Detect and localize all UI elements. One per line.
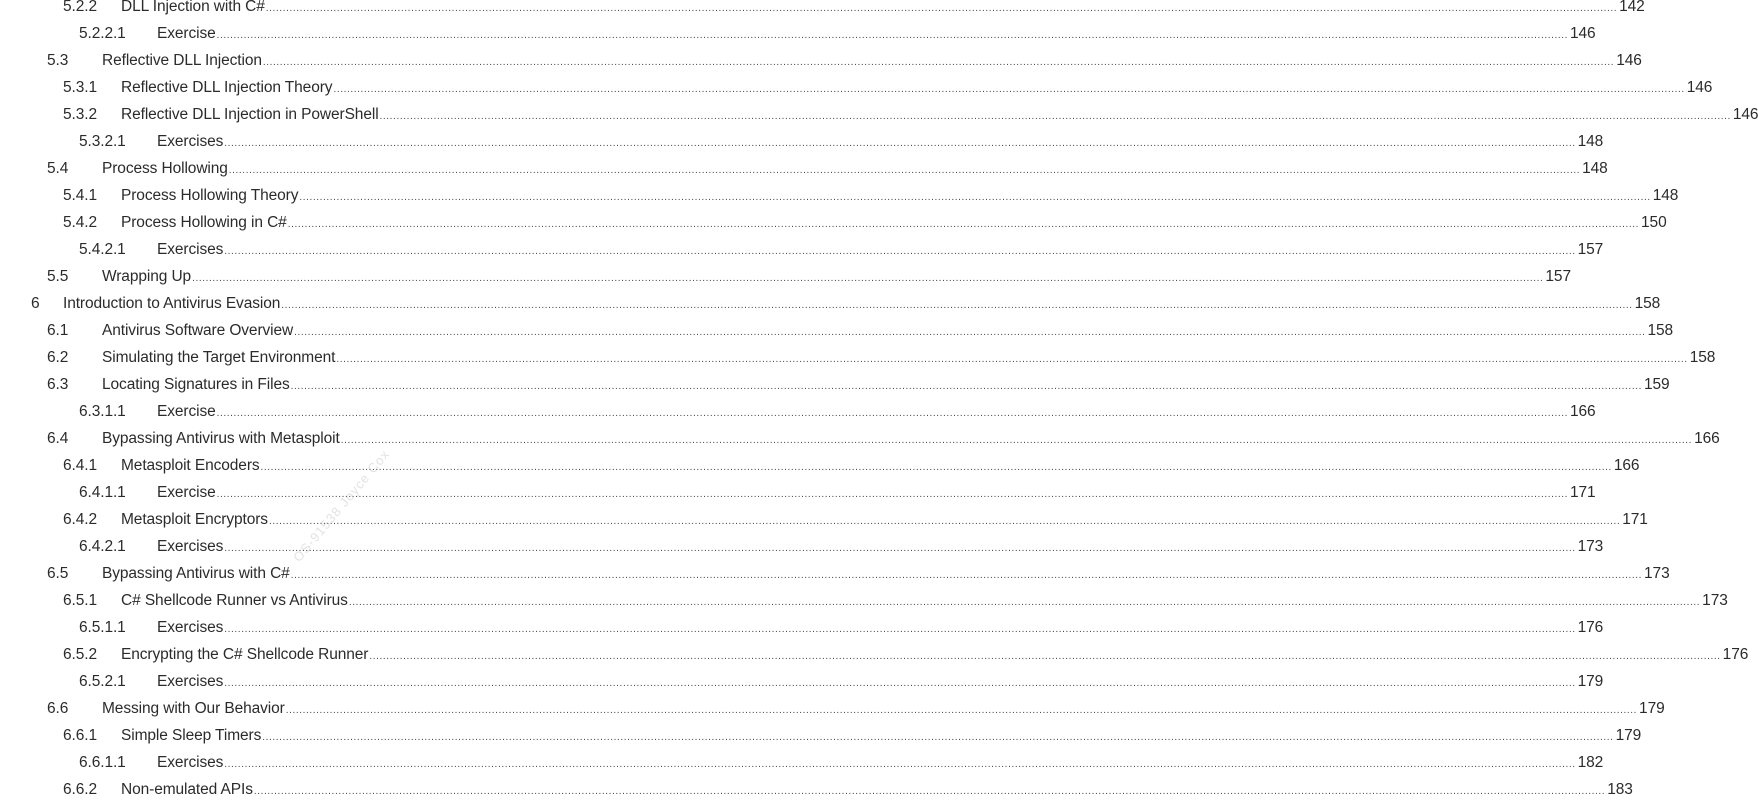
toc-entry-title: Reflective DLL Injection in PowerShell [121,106,379,123]
toc-entry-title: Process Hollowing in C# [121,214,287,231]
toc-dot-leader: ................................................................................................................................................................................................................................................................................................................................................................................................................ [224,246,1576,257]
toc-entry-page: 150 [1641,214,1667,231]
toc-entry [0,79,1713,106]
toc-dot-leader: ................................................................................................................................................................................................................................................................................................................................................................................................................ [224,759,1576,770]
toc-entry-number: 5.5 [47,268,69,285]
toc-entry-title: Encrypting the C# Shellcode Runner [121,646,369,663]
toc-entry [0,538,1604,565]
toc-entry-line [102,700,1665,718]
toc-entry-page: 146 [1569,25,1596,42]
toc-dot-leader: ................................................................................................................................................................................................................................................................................................................................................................................................................ [299,192,1651,203]
toc-entry-number: 6.5.1 [63,592,97,609]
toc-entry-page: 158 [1647,322,1674,339]
toc-entry [0,25,1596,52]
toc-entry-page: 179 [1577,673,1604,690]
toc-entry-number: 6.4 [47,430,69,447]
toc-dot-leader: ................................................................................................................................................................................................................................................................................................................................................................................................................ [228,165,1581,176]
toc-entry-line [63,295,1661,313]
toc-entry-page: 158 [1634,295,1661,312]
toc-entry-title: DLL Injection with C# [121,0,265,15]
toc-dot-leader: ................................................................................................................................................................................................................................................................................................................................................................................................................ [216,489,1568,500]
toc-dot-leader: ................................................................................................................................................................................................................................................................................................................................................................................................................ [294,327,1646,338]
toc-entry [0,727,1642,754]
toc-entry [0,187,1679,214]
toc-entry-title: Reflective DLL Injection [102,52,262,69]
toc-entry-line [121,79,1713,97]
toc-entry-number: 5.3.1 [63,79,97,96]
toc-entry-line [102,349,1716,367]
toc-entry [0,268,1571,295]
toc-entry [0,295,1661,322]
toc-entry-line [157,538,1604,556]
toc-dot-leader: ................................................................................................................................................................................................................................................................................................................................................................................................................ [224,678,1576,689]
toc-dot-leader: ................................................................................................................................................................................................................................................................................................................................................................................................................ [369,651,1721,662]
toc-entry-title: Exercises [157,754,224,771]
toc-entry-title: Exercise [157,484,216,501]
toc-entry-line [102,52,1642,70]
toc-entry-page: 158 [1689,349,1716,366]
toc-dot-leader: ................................................................................................................................................................................................................................................................................................................................................................................................................ [333,84,1685,95]
toc-entry-line [121,727,1642,745]
toc-dot-leader: ................................................................................................................................................................................................................................................................................................................................................................................................................ [281,300,1633,311]
toc-entry-line [121,187,1679,205]
toc-entry-number: 6 [31,295,40,312]
toc-entry-number: 6.3 [47,376,69,393]
toc-entry-page: 173 [1644,565,1670,582]
toc-dot-leader: ................................................................................................................................................................................................................................................................................................................................................................................................................ [224,624,1576,635]
toc-entry [0,754,1604,781]
toc-entry-page: 146 [1686,79,1713,96]
toc-entry-line [157,241,1604,259]
toc-entry-line [121,106,1758,124]
toc-entry-title: Metasploit Encryptors [121,511,268,528]
toc-entry-number: 5.2.2.1 [79,25,126,42]
toc-entry-page: 142 [1619,0,1645,15]
toc-entry-page: 176 [1722,646,1749,663]
toc-entry-number: 5.3.2 [63,106,97,123]
toc-dot-leader: ................................................................................................................................................................................................................................................................................................................................................................................................................ [265,3,1618,14]
toc-dot-leader: ................................................................................................................................................................................................................................................................................................................................................................................................................ [285,705,1638,716]
toc-entry-title: Exercises [157,241,224,258]
toc-entry [0,565,1670,592]
toc-entry [0,214,1667,241]
toc-entry-line [102,322,1674,340]
toc-entry-line [102,268,1571,286]
toc-entry-title: Metasploit Encoders [121,457,260,474]
toc-entry-number: 6.4.2 [63,511,97,528]
toc-entry [0,619,1604,646]
toc-entry-number: 6.3.1.1 [79,403,126,420]
toc-entry [0,457,1640,484]
toc-entry-title: Simple Sleep Timers [121,727,262,744]
toc-entry-page: 159 [1643,376,1670,393]
toc-dot-leader: ................................................................................................................................................................................................................................................................................................................................................................................................................ [379,111,1731,122]
toc-entry-line [157,754,1604,772]
toc-entry [0,781,1633,808]
toc-dot-leader: ................................................................................................................................................................................................................................................................................................................................................................................................................ [336,354,1688,365]
toc-entry-line [121,214,1667,232]
toc-entry-page: 146 [1616,52,1642,69]
toc-entry-number: 6.4.2.1 [79,538,126,555]
toc-entry-page: 148 [1582,160,1608,177]
toc-entry-title: Simulating the Target Environment [102,349,336,366]
toc-entry-number: 5.3 [47,52,69,69]
toc-entry-title: Exercises [157,133,224,150]
toc-dot-leader: ................................................................................................................................................................................................................................................................................................................................................................................................................ [348,597,1701,608]
toc-entry-title: Wrapping Up [102,268,192,285]
toc-entry-number: 6.5.2 [63,646,97,663]
toc-entry-number: 6.5.2.1 [79,673,126,690]
toc-entry [0,133,1604,160]
toc-dot-leader: ................................................................................................................................................................................................................................................................................................................................................................................................................ [192,273,1544,284]
toc-dot-leader: ................................................................................................................................................................................................................................................................................................................................................................................................................ [340,435,1693,446]
toc-entry-page: 171 [1569,484,1596,501]
toc-entry [0,646,1749,673]
toc-entry-number: 6.6.1 [63,727,97,744]
toc-entry-line [102,430,1720,448]
toc-entry-number: 6.4.1.1 [79,484,126,501]
toc-entry-number: 6.4.1 [63,457,97,474]
toc-entry-number: 6.2 [47,349,69,366]
toc-entry [0,511,1648,538]
toc-entry-title: Process Hollowing [102,160,228,177]
toc-entry-line [157,133,1604,151]
toc-entry [0,322,1674,349]
toc-entry-line [157,619,1604,637]
toc-entry-title: Process Hollowing Theory [121,187,299,204]
toc-entry-number: 6.5 [47,565,69,582]
toc-dot-leader: ................................................................................................................................................................................................................................................................................................................................................................................................................ [253,786,1606,797]
toc-entry-title: Reflective DLL Injection Theory [121,79,333,96]
toc-entry-title: Exercises [157,619,224,636]
toc-entry [0,0,1645,25]
toc-entry-number: 5.4 [47,160,69,177]
toc-dot-leader: ................................................................................................................................................................................................................................................................................................................................................................................................................ [287,219,1640,230]
toc-entry-title: Non-emulated APIs [121,781,253,798]
toc-entry-number: 6.6 [47,700,69,717]
toc-entry-number: 6.5.1.1 [79,619,126,636]
toc-entry [0,349,1716,376]
toc-dot-leader: ................................................................................................................................................................................................................................................................................................................................................................................................................ [260,462,1612,473]
toc-dot-leader: ................................................................................................................................................................................................................................................................................................................................................................................................................ [290,381,1642,392]
toc-entry-number: 6.1 [47,322,69,339]
toc-dot-leader: ................................................................................................................................................................................................................................................................................................................................................................................................................ [224,138,1576,149]
toc-entry-line [157,484,1596,502]
toc-entry-page: 182 [1577,754,1604,771]
toc-dot-leader: ................................................................................................................................................................................................................................................................................................................................................................................................................ [216,408,1568,419]
toc-entry-line [157,673,1604,691]
toc-dot-leader: ................................................................................................................................................................................................................................................................................................................................................................................................................ [216,30,1568,41]
toc-entry-number: 5.4.2.1 [79,241,126,258]
toc-entry [0,376,1670,403]
toc-entry-title: Antivirus Software Overview [102,322,294,339]
toc-entry-title: Exercises [157,538,224,555]
toc-entry [0,430,1720,457]
toc-entry [0,403,1596,430]
toc-entry [0,160,1608,187]
toc-entry-page: 183 [1607,781,1633,798]
toc-entry [0,592,1728,619]
toc-entry-title: Locating Signatures in Files [102,376,290,393]
toc-entry-title: Bypassing Antivirus with C# [102,565,290,582]
toc-entry-line [121,457,1640,475]
toc-entry-number: 5.4.2 [63,214,97,231]
toc-entry-line [121,592,1728,610]
toc-entry-line [157,403,1596,421]
toc-entry-line [121,511,1648,529]
toc-entry-line [121,781,1633,799]
toc-entry-line [102,376,1670,394]
toc-entry [0,241,1604,268]
toc-dot-leader: ................................................................................................................................................................................................................................................................................................................................................................................................................ [224,543,1576,554]
toc-entry [0,484,1596,511]
toc-entry-line [121,646,1749,664]
toc-entry-title: Introduction to Antivirus Evasion [63,295,281,312]
toc-dot-leader: ................................................................................................................................................................................................................................................................................................................................................................................................................ [262,57,1615,68]
toc-dot-leader: ................................................................................................................................................................................................................................................................................................................................................................................................................ [268,516,1621,527]
toc-entry-number: 5.3.2.1 [79,133,126,150]
toc-entry-line [121,0,1645,16]
watermark: OS-91538 Joyce Cox [290,446,393,565]
toc-entry-page: 179 [1639,700,1665,717]
toc-entry-page: 146 [1732,106,1758,123]
toc-entry-title: Exercises [157,673,224,690]
toc-dot-leader: ................................................................................................................................................................................................................................................................................................................................................................................................................ [290,570,1643,581]
toc-entry-page: 173 [1577,538,1604,555]
toc-entry-page: 166 [1569,403,1596,420]
toc-entry [0,52,1642,79]
toc-entry-title: Exercise [157,403,216,420]
toc-entry-page: 166 [1694,430,1720,447]
toc-entry-page: 157 [1545,268,1571,285]
toc-entry-page: 176 [1577,619,1604,636]
toc-entry [0,106,1758,133]
toc-entry-line [102,160,1608,178]
toc-entry-number: 6.6.1.1 [79,754,126,771]
toc-entry [0,673,1604,700]
toc-entry-number: 5.4.1 [63,187,97,204]
toc-entry-page: 173 [1702,592,1728,609]
toc-entry-title: C# Shellcode Runner vs Antivirus [121,592,348,609]
toc-entry-line [102,565,1670,583]
toc-entry-title: Messing with Our Behavior [102,700,285,717]
toc-entry-page: 148 [1652,187,1679,204]
toc-entry-title: Exercise [157,25,216,42]
toc-entry [0,700,1665,727]
toc-entry-line [157,25,1596,43]
toc-entry-number: 6.6.2 [63,781,97,798]
toc-entry-title: Bypassing Antivirus with Metasploit [102,430,340,447]
toc-entry-number: 5.2.2 [63,0,97,15]
toc-entry-page: 157 [1577,241,1604,258]
toc-entry-page: 171 [1622,511,1648,528]
toc-entry-page: 166 [1613,457,1640,474]
toc-dot-leader: ................................................................................................................................................................................................................................................................................................................................................................................................................ [262,732,1614,743]
toc-entry-page: 179 [1615,727,1642,744]
toc-entry-page: 148 [1577,133,1604,150]
